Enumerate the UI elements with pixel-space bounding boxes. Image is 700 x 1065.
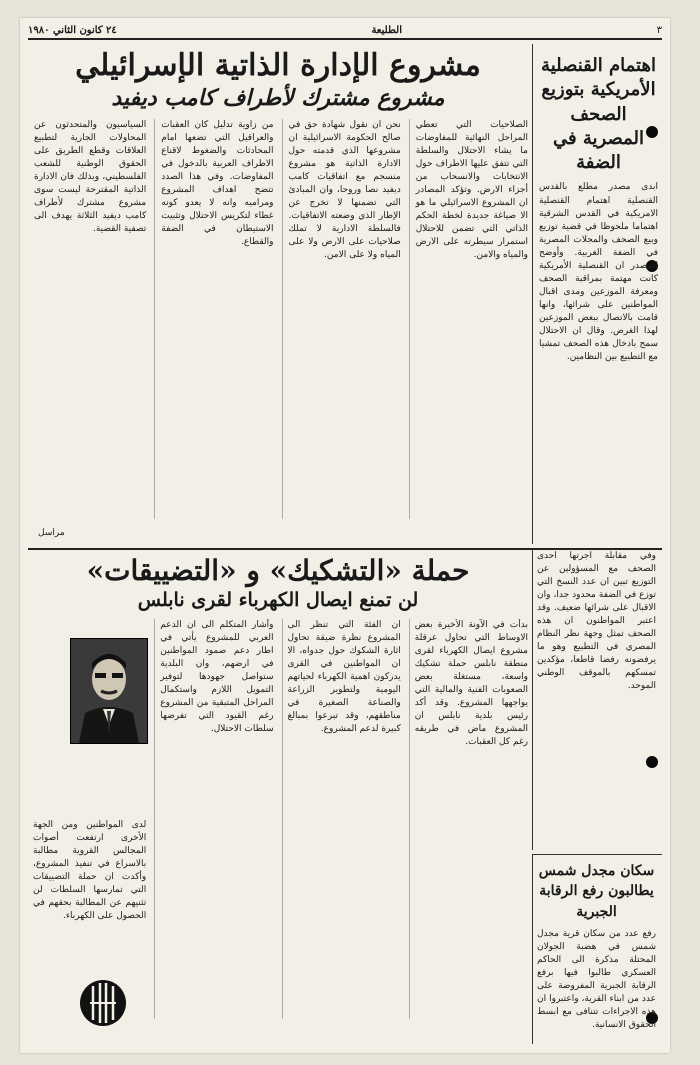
lead-headline: مشروع الإدارة الذاتية الإسرائيلي <box>75 48 481 83</box>
sidebar-article <box>532 44 662 544</box>
lead-column: من زاوية تدليل كان العقبات والعراقيل التي تضعها امام المحادثات والضغوط لاقناع الاطراف العربية بالدخول في المفاوضات. وفي هذا الصدد تتضح اهداف المشروع ومراميه وانه لا يعدو كونه غطاء لتكريس الاحتلال وتثبيت الاستيطان في الضفة والقطاع. <box>154 119 273 519</box>
electricity-column: لدى المواطنين ومن الجهة الأخرى ارتفعت أصوات المجالس القروية مطالبة بالاسراع في تنفيذ المشروع، وأكدت ان حملة التضييقات التي تمارسها السلطات لن تثنيهم عن المطالبة بحقهم في الحصول على الكهرباء. <box>33 820 147 922</box>
page-number: ٣ <box>656 24 662 36</box>
sidebar-headline: اهتمام القنصلية الأمريكية بتوزيع الصحف المصرية في الضفة <box>541 55 656 174</box>
lead-byline: مراسل <box>38 528 65 538</box>
lead-article <box>28 44 528 544</box>
electricity-headline: حملة «التشكيك» و «التضييقات» <box>86 554 470 587</box>
electricity-article <box>28 554 528 1044</box>
sidebar-continuation-body: وفي مقابلة اجرتها احدى الصحف مع المسؤولين عن التوزيع تبين ان عدد النسخ التي توزع في الضفة محدود جدا، وان الاقبال على شرائها ضعيف. وقد اعتبر المواطنون ان هذه الصحف تمثل وجهة نظر النظام المصري في التطبيع وهو ما يرفضونه رفضا قاطعا، مؤكدين تمسكهم بالموقف الوطني الموحد. <box>537 551 656 692</box>
electricity-column: وأشار المتكلم الى ان الدعم العربي للمشروع يأتي في اطار دعم صمود المواطنين في ارضهم، وان البلدية ستواصل جهودها لتوفير التمويل اللازم واستكمال المراحل المتبقية من المشروع رغم القيود التي تفرضها سلطات الاحتلال. <box>154 619 273 1019</box>
page-header <box>28 22 662 40</box>
electricity-column: بدأت في الآونة الأخيرة بعض الاوساط التي تحاول عرقلة مشروع ايصال الكهرباء لقرى منطقة نابلس حملة تشكيك واسعة، مستغلة بعض الصعوبات الفنية والمالية التي يواجهها المشروع. وقد أكد رئيس بلدية نابلس ان المشروع ماض في طريقه رغم كل العقبات. <box>409 619 528 1019</box>
golan-headline: سكان مجدل شمس يطالبون رفع الرقابة الجبرية <box>538 863 655 920</box>
paper-name: الطليعة <box>371 24 402 36</box>
paper-logo-icon <box>78 978 128 1028</box>
sidebar-continuation <box>532 550 662 850</box>
electricity-column: ان الفئة التي تنظر الى المشروع نظرة ضيقة تحاول اثارة الشكوك حول جدواه، الا ان المواطنين في القرى يدركون اهمية الكهرباء لحياتهم اليومية ولتطوير الزراعة والصناعة الصغيرة في مناطقهم، وقد تبرعوا بمبالغ كبيرة لدعم المشروع. <box>282 619 401 1019</box>
golan-article <box>532 854 662 1044</box>
portrait-photo <box>70 638 148 744</box>
newspaper-page <box>20 18 670 1053</box>
lead-column: السياسيون والمتحدثون عن المحاولات الجارية لتطبيع العلاقات وقطع الطريق على الحقوق الوطنية للشعب الفلسطيني، وبذلك فان الادارة الذاتية المقترحة ليست سوى مشروع مشترك لأطراف كامب ديفيد الثلاثة يهدف الى تصفية القضية. <box>34 120 147 235</box>
lead-columns <box>28 119 528 519</box>
electricity-subheadline: لن تمنع ايصال الكهرباء لقرى نابلس <box>137 589 419 611</box>
sidebar-body: ابدى مصدر مطلع بالقدس القنصلية اهتمام القنصلية الامريكية في القدس الشرقية اهتماما ملحوظا في قضية توزيع وبيع الصحف والمجلات المصرية في الضفة الغربية. وأوضح المصدر ان القنصلية الأمريكية كانت مهتمة بمراقبة الصحف ومعرفة الموزعين ومدى اقبال المواطنين على شرائها، وانها قامت بالاتصال ببعض الموزعين لهذا الغرض. وقال ان الاحتلال سمح بادخال هذه الصحف تمشيا مع التطبيع بين النظامين. <box>539 182 658 363</box>
lead-subheadline: مشروع مشترك لأطراف كامب ديفيد <box>111 85 445 111</box>
lead-column: نحن ان نقول شهادة حق في صالح الحكومة الاسرائيلية ان مشروعها الذي قدمته حول الادارة الذاتية هو مشروع منسجم مع اتفاقيات كامب ديفيد نصا وروحا، وان المبادئ التي تضمنها لا تخرج عن الإطار الذي وضعته الاتفاقيات. فالسلطة الادارية لا تملك صلاحيات على الارض ولا على المياه ولا على الامن. <box>282 119 401 519</box>
golan-body: رفع عدد من سكان قرية مجدل شمس في هضبة الجولان المحتلة مذكرة الى الحاكم العسكري طالبوا فيها برفع الرقابة الجبرية المفروضة على عدد من ابناء القرية، واعتبروا ان هذه الاجراءات تتنافى مع ابسط الحقوق الانسانية. <box>537 928 656 1031</box>
issue-date: ٢٤ كانون الثاني ١٩٨٠ <box>28 24 117 36</box>
lead-column: الصلاحيات التي تعطي المراحل النهائية للمفاوضات ما يشاء الاحتلال والسلطة التي تتفق عليها الاطراف حول الانتخابات والانسحاب من أجزاء الارض. وتؤكد المصادر ان المشروع الاسرائيلي ما هو الا صياغة جديدة لخطة الحكم الذاتي التي تضمن للاحتلال استمرار سيطرته على الارض والمياه والامن. <box>409 119 528 519</box>
